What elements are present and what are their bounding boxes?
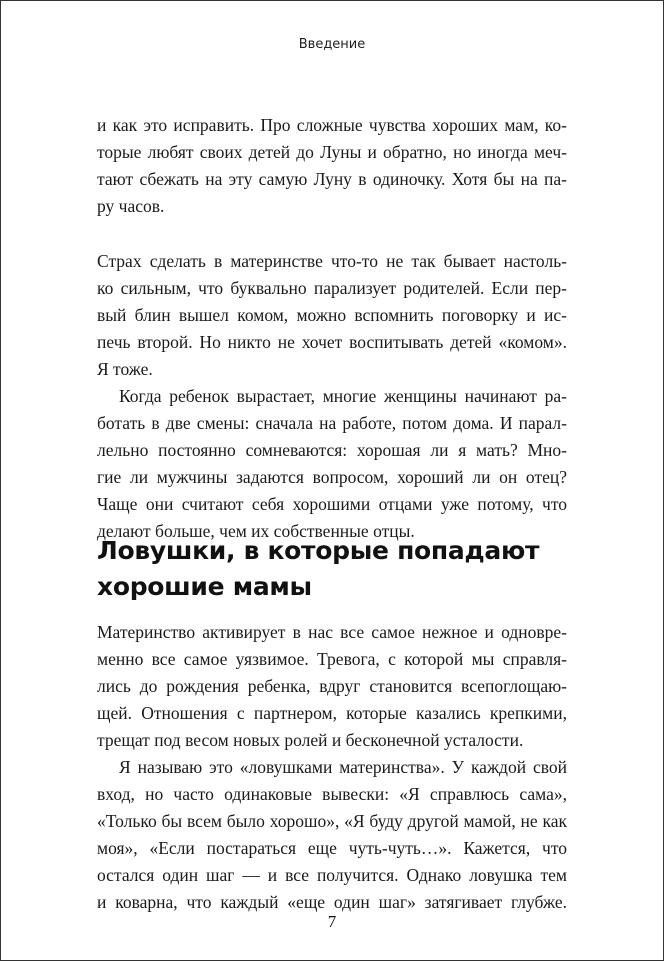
page-number: 7	[327, 912, 337, 931]
running-head: Введение	[298, 37, 366, 52]
text-line: вход, но часто одинаковые вывески: «Я справлюсь сама»,	[97, 784, 567, 804]
heading-line: хорошие мамы	[97, 572, 312, 601]
text-line: лельно постоянно сомневаются: хорошая ли я мать? Мно-	[97, 440, 567, 460]
text-line: Я называю это «ловушками материнства». У каждой свой	[119, 757, 567, 777]
text-line: менно все самое уязвимое. Тревога, с которой мы справля-	[97, 649, 567, 669]
paragraph-4	[97, 619, 567, 754]
paragraph-1	[97, 112, 567, 220]
heading-line: Ловушки, в которые попадают	[97, 536, 540, 565]
text-line: Страх сделать в материнстве что-то не так бывает настоль-	[97, 251, 567, 271]
text-line: ру часов.	[97, 196, 165, 216]
text-line: моя», «Если постараться еще чуть-чуть…». Кажется, что	[97, 838, 567, 858]
paragraph-2	[97, 248, 567, 383]
text-line: торые любят своих детей до Луны и обратно, но иногда меч-	[97, 142, 567, 162]
text-line: остался один шаг — и все получится. Однако ловушка тем	[97, 865, 567, 885]
text-line: печь второй. Но никто не хочет воспитывать детей «комом».	[97, 332, 567, 352]
text-line: Я тоже.	[97, 359, 153, 379]
text-line: и коварна, что каждый «еще один шаг» затягивает глубже.	[97, 892, 567, 912]
text-line: «Только бы всем было хорошо», «Я буду другой мамой, не как	[97, 811, 567, 831]
text-line: Материнство активирует в нас все самое нежное и одновре-	[97, 622, 567, 642]
text-line: трещат под весом новых ролей и бесконечной усталости.	[97, 730, 524, 750]
text-line: Когда ребенок вырастает, многие женщины начинают ра-	[119, 386, 567, 406]
text-line: лись до рождения ребенка, вдруг становится всепоглощаю-	[97, 676, 567, 696]
text-line: ко сильным, что буквально парализует родителей. Если пер-	[97, 278, 567, 298]
text-line: ботать в две смены: сначала на работе, потом дома. И парал-	[97, 413, 567, 433]
paragraph-5	[97, 754, 567, 916]
text-line: Чаще они считают себя хорошими отцами уже потому, что	[97, 494, 567, 514]
text-line: гие ли мужчины задаются вопросом, хороший ли он отец?	[97, 467, 567, 487]
section-heading	[97, 533, 577, 605]
text-line: вый блин вышел комом, можно вспомнить поговорку и ис-	[97, 305, 567, 325]
paragraph-3	[97, 383, 567, 545]
text-line: делают больше, чем их собственные отцы.	[97, 521, 415, 541]
text-line: щей. Отношения с партнером, которые казались крепкими,	[97, 703, 567, 723]
text-line: тают сбежать на эту самую Луну в одиночку. Хотя бы на па-	[97, 169, 567, 189]
text-line: и как это исправить. Про сложные чувства хороших мам, ко-	[97, 115, 567, 135]
